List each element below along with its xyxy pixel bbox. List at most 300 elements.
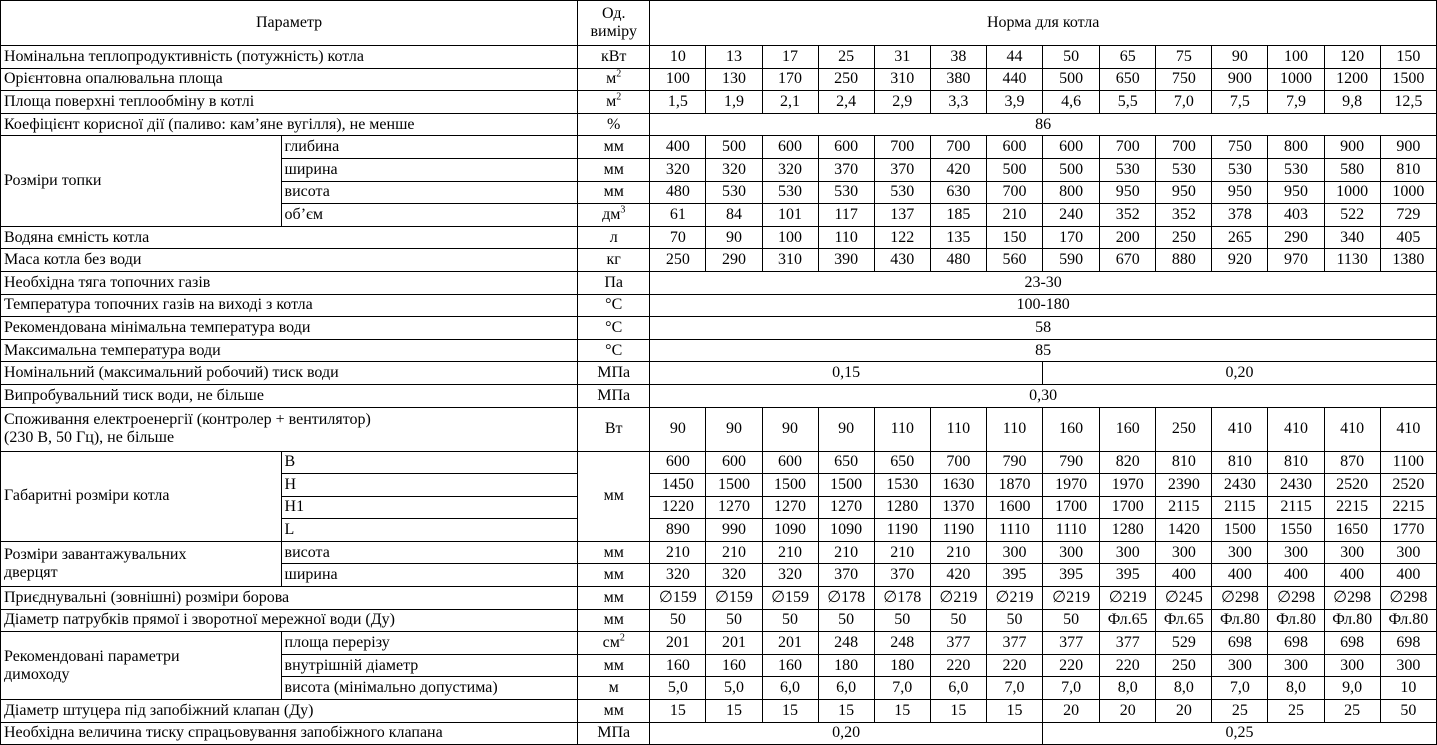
- value-cell: 1,9: [706, 91, 762, 114]
- row-label: Випробувальний тиск води, не більше: [1, 384, 578, 407]
- row-power-consumption: [1, 407, 1437, 451]
- value-cell: 38: [930, 46, 986, 69]
- value-cell: 600: [762, 136, 818, 159]
- value-cell: 250: [1156, 226, 1212, 249]
- row-label: Водяна ємність котла: [1, 226, 578, 249]
- value-cell: 117: [818, 204, 874, 227]
- row-label: Рекомендована мінімальна температура води: [1, 317, 578, 340]
- value-cell: 8,0: [1100, 677, 1156, 700]
- value-cell: Фл.80: [1380, 609, 1436, 632]
- value-cell: 530: [762, 181, 818, 204]
- value-cell: 810: [1156, 451, 1212, 474]
- value-cell: 50: [706, 609, 762, 632]
- value-cell: 10: [650, 46, 706, 69]
- value-cell: 600: [1043, 136, 1100, 159]
- row-pipe-diameter: [1, 609, 1437, 632]
- value-cell: 300: [1156, 541, 1212, 564]
- value-cell: 810: [1268, 451, 1324, 474]
- value-cell: 6,0: [762, 677, 818, 700]
- value-cell: 522: [1324, 204, 1380, 227]
- value-cell: 17: [762, 46, 818, 69]
- value-cell: 44: [986, 46, 1042, 69]
- unit-cell: мм: [578, 136, 650, 159]
- row-door-height: [1, 541, 1437, 564]
- value-cell: 1500: [706, 474, 762, 497]
- value-cell: 200: [1100, 226, 1156, 249]
- row-label: Номінальна теплопродуктивність (потужність) котла: [1, 46, 578, 69]
- value-cell: 698: [1268, 632, 1324, 655]
- unit-cell: Вт: [578, 407, 650, 451]
- unit-cell: °С: [578, 317, 650, 340]
- value-cell: 1450: [650, 474, 706, 497]
- value-cell: 1550: [1268, 519, 1324, 542]
- unit-cell: °С: [578, 339, 650, 362]
- value-cell: 0,20: [650, 722, 1043, 745]
- sub-label: H: [281, 474, 578, 497]
- value-cell: 8,0: [1156, 677, 1212, 700]
- value-cell: 201: [650, 632, 706, 655]
- value-cell: 320: [650, 158, 706, 181]
- value-cell: 950: [1100, 181, 1156, 204]
- value-cell: 6,0: [930, 677, 986, 700]
- value-cell: 1100: [1380, 451, 1436, 474]
- row-mass: [1, 249, 1437, 272]
- value-cell: 410: [1268, 407, 1324, 451]
- value-cell: 50: [1043, 609, 1100, 632]
- unit-cell: м: [578, 677, 650, 700]
- value-cell: ∅219: [1043, 587, 1100, 610]
- value-cell: 900: [1380, 136, 1436, 159]
- value-cell: 122: [874, 226, 930, 249]
- unit-cell: л: [578, 226, 650, 249]
- value-cell: 120: [1324, 46, 1380, 69]
- value-cell: 90: [706, 407, 762, 451]
- value-cell: 370: [874, 158, 930, 181]
- value-cell: 1190: [874, 519, 930, 542]
- group-label: Габаритні розміри котла: [1, 451, 282, 541]
- value-cell: 700: [874, 136, 930, 159]
- value-cell: 480: [650, 181, 706, 204]
- value-cell: 1870: [986, 474, 1042, 497]
- value-cell: 290: [706, 249, 762, 272]
- value-cell: 0,25: [1043, 722, 1437, 745]
- value-cell: ∅159: [650, 587, 706, 610]
- value-cell: 600: [650, 451, 706, 474]
- value-cell: 1000: [1324, 181, 1380, 204]
- value-cell: 160: [706, 654, 762, 677]
- value-cell: 410: [1212, 407, 1268, 451]
- value-cell: 20: [1156, 700, 1212, 723]
- sub-label: об’єм: [281, 204, 578, 227]
- row-label: Необхідна величина тиску спрацьовування запобіжного клапана: [1, 722, 578, 745]
- row-valve-fitting: [1, 700, 1437, 723]
- value-cell: 310: [762, 249, 818, 272]
- unit-cell: $см^2$: [578, 632, 650, 655]
- value-cell: 405: [1380, 226, 1436, 249]
- value-cell: 1000: [1268, 68, 1324, 91]
- value-cell: 400: [1324, 564, 1380, 587]
- row-label: Необхідна тяга топочних газів: [1, 271, 578, 294]
- value-cell: ∅159: [706, 587, 762, 610]
- value-cell: 300: [1268, 541, 1324, 564]
- value-cell: 265: [1212, 226, 1268, 249]
- value-cell: 100: [650, 68, 706, 91]
- unit-cell: мм: [578, 541, 650, 564]
- value-cell: 1500: [762, 474, 818, 497]
- value-cell: 970: [1268, 249, 1324, 272]
- unit-cell: мм: [578, 564, 650, 587]
- value-cell: 201: [762, 632, 818, 655]
- value-cell: 15: [650, 700, 706, 723]
- value-cell: 15: [818, 700, 874, 723]
- value-cell: 700: [986, 181, 1042, 204]
- value-cell: 590: [1043, 249, 1100, 272]
- row-flue: [1, 587, 1437, 610]
- value-cell: 210: [650, 541, 706, 564]
- value-cell: 5,0: [706, 677, 762, 700]
- value-cell: 698: [1212, 632, 1268, 655]
- value-cell: 1110: [986, 519, 1042, 542]
- value-cell: 3,9: [986, 91, 1042, 114]
- value-cell: 7,0: [1156, 91, 1212, 114]
- value-cell: 1190: [930, 519, 986, 542]
- value-cell: 201: [706, 632, 762, 655]
- value-cell: 430: [874, 249, 930, 272]
- value-cell: 530: [706, 181, 762, 204]
- value-cell: 880: [1156, 249, 1212, 272]
- value-cell: 2215: [1324, 496, 1380, 519]
- value-cell: 0,20: [1043, 362, 1437, 385]
- value-cell: 210: [874, 541, 930, 564]
- value-cell: 320: [762, 158, 818, 181]
- value-cell: 7,0: [986, 677, 1042, 700]
- value-cell: 50: [818, 609, 874, 632]
- value-cell: 900: [1324, 136, 1380, 159]
- value-cell: Фл.80: [1212, 609, 1268, 632]
- value-cell: 220: [986, 654, 1042, 677]
- value-cell: 110: [930, 407, 986, 451]
- value-cell: 100-180: [650, 294, 1437, 317]
- sub-label: L: [281, 519, 578, 542]
- unit-cell: мм: [578, 654, 650, 677]
- row-chimney-section: [1, 632, 1437, 655]
- value-cell: 1500: [818, 474, 874, 497]
- value-cell: 12,5: [1380, 91, 1436, 114]
- row-min-water-temp: [1, 317, 1437, 340]
- unit-cell: мм: [578, 451, 650, 541]
- value-cell: 23-30: [650, 271, 1437, 294]
- value-cell: 220: [1043, 654, 1100, 677]
- sub-label: B: [281, 451, 578, 474]
- unit-cell: кг: [578, 249, 650, 272]
- row-label: Коефіцієнт корисної дії (паливо: кам’яне вугілля), не менше: [1, 113, 578, 136]
- value-cell: 75: [1156, 46, 1212, 69]
- value-cell: 340: [1324, 226, 1380, 249]
- value-cell: 1200: [1324, 68, 1380, 91]
- value-cell: 1530: [874, 474, 930, 497]
- unit-cell: мм: [578, 700, 650, 723]
- value-cell: 2430: [1212, 474, 1268, 497]
- sub-label: висота (мінімально допустима): [281, 677, 578, 700]
- value-cell: 410: [1324, 407, 1380, 451]
- value-cell: 400: [1380, 564, 1436, 587]
- row-pressure: [1, 362, 1437, 385]
- value-cell: 220: [930, 654, 986, 677]
- value-cell: 250: [650, 249, 706, 272]
- value-cell: 25: [1268, 700, 1324, 723]
- value-cell: 160: [650, 654, 706, 677]
- value-cell: 0,30: [650, 384, 1437, 407]
- row-label: Максимальна температура води: [1, 339, 578, 362]
- value-cell: Фл.80: [1324, 609, 1380, 632]
- value-cell: 90: [1212, 46, 1268, 69]
- value-cell: 1420: [1156, 519, 1212, 542]
- value-cell: 729: [1380, 204, 1436, 227]
- value-cell: 70: [650, 226, 706, 249]
- value-cell: 1500: [1380, 68, 1436, 91]
- value-cell: 15: [874, 700, 930, 723]
- unit-cell: мм: [578, 609, 650, 632]
- value-cell: 810: [1212, 451, 1268, 474]
- value-cell: ∅219: [930, 587, 986, 610]
- value-cell: 395: [1043, 564, 1100, 587]
- row-label: Маса котла без води: [1, 249, 578, 272]
- value-cell: 170: [1043, 226, 1100, 249]
- value-cell: 403: [1268, 204, 1324, 227]
- value-cell: ∅178: [874, 587, 930, 610]
- value-cell: 210: [706, 541, 762, 564]
- value-cell: 370: [818, 158, 874, 181]
- value-cell: 110: [874, 407, 930, 451]
- value-cell: 1370: [930, 496, 986, 519]
- value-cell: 50: [986, 609, 1042, 632]
- unit-cell: Па: [578, 271, 650, 294]
- value-cell: 2430: [1268, 474, 1324, 497]
- value-cell: 248: [818, 632, 874, 655]
- value-cell: ∅159: [762, 587, 818, 610]
- value-cell: 1650: [1324, 519, 1380, 542]
- value-cell: 2115: [1156, 496, 1212, 519]
- value-cell: 900: [1212, 68, 1268, 91]
- value-cell: 50: [650, 609, 706, 632]
- unit-cell: $м^2$: [578, 68, 650, 91]
- value-cell: 700: [1156, 136, 1212, 159]
- value-cell: 6,0: [818, 677, 874, 700]
- header-row: [1, 1, 1437, 46]
- value-cell: 1500: [1212, 519, 1268, 542]
- unit-cell: МПа: [578, 384, 650, 407]
- value-cell: 101: [762, 204, 818, 227]
- value-cell: 180: [818, 654, 874, 677]
- row-label: Номінальний (максимальний робочий) тиск води: [1, 362, 578, 385]
- value-cell: 210: [762, 541, 818, 564]
- value-cell: 300: [1268, 654, 1324, 677]
- sub-label: ширина: [281, 564, 578, 587]
- value-cell: 248: [874, 632, 930, 655]
- value-cell: 700: [930, 451, 986, 474]
- value-cell: 810: [1380, 158, 1436, 181]
- value-cell: 50: [762, 609, 818, 632]
- value-cell: ∅178: [818, 587, 874, 610]
- value-cell: 90: [818, 407, 874, 451]
- value-cell: 86: [650, 113, 1437, 136]
- row-valve-pressure: [1, 722, 1437, 745]
- value-cell: 1270: [762, 496, 818, 519]
- value-cell: 160: [762, 654, 818, 677]
- value-cell: 2115: [1268, 496, 1324, 519]
- value-cell: 530: [1268, 158, 1324, 181]
- value-cell: 377: [930, 632, 986, 655]
- value-cell: 600: [986, 136, 1042, 159]
- row-label: Орієнтовна опалювальна площа: [1, 68, 578, 91]
- value-cell: 1130: [1324, 249, 1380, 272]
- value-cell: 130: [706, 68, 762, 91]
- value-cell: 1380: [1380, 249, 1436, 272]
- row-label: Приєднувальні (зовнішні) розміри борова: [1, 587, 578, 610]
- value-cell: 2520: [1380, 474, 1436, 497]
- value-cell: Фл.65: [1156, 609, 1212, 632]
- value-cell: 58: [650, 317, 1437, 340]
- value-cell: 210: [930, 541, 986, 564]
- value-cell: 370: [818, 564, 874, 587]
- value-cell: 2390: [1156, 474, 1212, 497]
- value-cell: 61: [650, 204, 706, 227]
- row-label: Діаметр патрубків прямої і зворотної мережної води (Ду): [1, 609, 578, 632]
- value-cell: 600: [706, 451, 762, 474]
- value-cell: 500: [1043, 158, 1100, 181]
- value-cell: 800: [1268, 136, 1324, 159]
- value-cell: 320: [706, 158, 762, 181]
- value-cell: 2115: [1212, 496, 1268, 519]
- value-cell: 1270: [818, 496, 874, 519]
- value-cell: 870: [1324, 451, 1380, 474]
- value-cell: 10: [1380, 677, 1436, 700]
- row-label: [1, 407, 578, 451]
- value-cell: 90: [762, 407, 818, 451]
- value-cell: 150: [986, 226, 1042, 249]
- value-cell: 300: [1212, 654, 1268, 677]
- value-cell: 1700: [1043, 496, 1100, 519]
- sub-label: внутрішній діаметр: [281, 654, 578, 677]
- value-cell: 2520: [1324, 474, 1380, 497]
- value-cell: 50: [1380, 700, 1436, 723]
- value-cell: 300: [986, 541, 1042, 564]
- value-cell: 240: [1043, 204, 1100, 227]
- row-label-line-1: Споживання електроенергії (контролер + вентилятор): [4, 411, 371, 428]
- value-cell: 7,0: [1212, 677, 1268, 700]
- value-cell: 1630: [930, 474, 986, 497]
- value-cell: 90: [706, 226, 762, 249]
- value-cell: 400: [1212, 564, 1268, 587]
- value-cell: 20: [1043, 700, 1100, 723]
- value-cell: 530: [874, 181, 930, 204]
- value-cell: 950: [1212, 181, 1268, 204]
- value-cell: 170: [762, 68, 818, 91]
- unit-cell: %: [578, 113, 650, 136]
- value-cell: 790: [986, 451, 1042, 474]
- value-cell: ∅219: [986, 587, 1042, 610]
- group-label: Розміри завантажувальних дверцят: [1, 541, 282, 586]
- value-cell: 400: [1268, 564, 1324, 587]
- value-cell: 1280: [874, 496, 930, 519]
- value-cell: 352: [1156, 204, 1212, 227]
- row-max-water-temp: [1, 339, 1437, 362]
- value-cell: 185: [930, 204, 986, 227]
- row-label: Температура топочних газів на виході з котла: [1, 294, 578, 317]
- value-cell: 790: [1043, 451, 1100, 474]
- value-cell: 750: [1156, 68, 1212, 91]
- value-cell: 530: [1156, 158, 1212, 181]
- value-cell: 300: [1324, 541, 1380, 564]
- unit-cell: кВт: [578, 46, 650, 69]
- value-cell: 250: [1156, 407, 1212, 451]
- row-water-capacity: [1, 226, 1437, 249]
- row-furnace-depth: [1, 136, 1437, 159]
- value-cell: 50: [874, 609, 930, 632]
- value-cell: 50: [930, 609, 986, 632]
- value-cell: 1270: [706, 496, 762, 519]
- value-cell: 9,0: [1324, 677, 1380, 700]
- value-cell: 7,0: [874, 677, 930, 700]
- value-cell: 137: [874, 204, 930, 227]
- value-cell: 4,6: [1043, 91, 1100, 114]
- value-cell: 529: [1156, 632, 1212, 655]
- value-cell: 1220: [650, 496, 706, 519]
- value-cell: 180: [874, 654, 930, 677]
- value-cell: 13: [706, 46, 762, 69]
- value-cell: 110: [986, 407, 1042, 451]
- value-cell: 220: [1100, 654, 1156, 677]
- value-cell: 650: [1100, 68, 1156, 91]
- value-cell: ∅298: [1380, 587, 1436, 610]
- value-cell: 2,4: [818, 91, 874, 114]
- row-draft: [1, 271, 1437, 294]
- value-cell: 1600: [986, 496, 1042, 519]
- unit-cell: $м^2$: [578, 91, 650, 114]
- value-cell: 15: [930, 700, 986, 723]
- value-cell: 1000: [1380, 181, 1436, 204]
- value-cell: 580: [1324, 158, 1380, 181]
- value-cell: 300: [1380, 541, 1436, 564]
- header-unit: Од. виміру: [578, 1, 650, 46]
- value-cell: 210: [986, 204, 1042, 227]
- value-cell: 750: [1212, 136, 1268, 159]
- value-cell: 7,9: [1268, 91, 1324, 114]
- unit-cell: °С: [578, 294, 650, 317]
- value-cell: 370: [874, 564, 930, 587]
- value-cell: 300: [1043, 541, 1100, 564]
- group-label: Рекомендовані параметри димоходу: [1, 632, 282, 700]
- value-cell: ∅298: [1212, 587, 1268, 610]
- row-label: Площа поверхні теплообміну в котлі: [1, 91, 578, 114]
- value-cell: 800: [1043, 181, 1100, 204]
- value-cell: 300: [1324, 654, 1380, 677]
- row-area: [1, 68, 1437, 91]
- value-cell: 352: [1100, 204, 1156, 227]
- value-cell: 1700: [1100, 496, 1156, 519]
- value-cell: 320: [706, 564, 762, 587]
- value-cell: 410: [1380, 407, 1436, 451]
- sub-label: глибина: [281, 136, 578, 159]
- value-cell: 50: [1043, 46, 1100, 69]
- value-cell: 700: [1100, 136, 1156, 159]
- value-cell: 400: [1156, 564, 1212, 587]
- value-cell: 2,9: [874, 91, 930, 114]
- value-cell: 250: [1156, 654, 1212, 677]
- value-cell: 420: [930, 564, 986, 587]
- value-cell: 1970: [1043, 474, 1100, 497]
- value-cell: 65: [1100, 46, 1156, 69]
